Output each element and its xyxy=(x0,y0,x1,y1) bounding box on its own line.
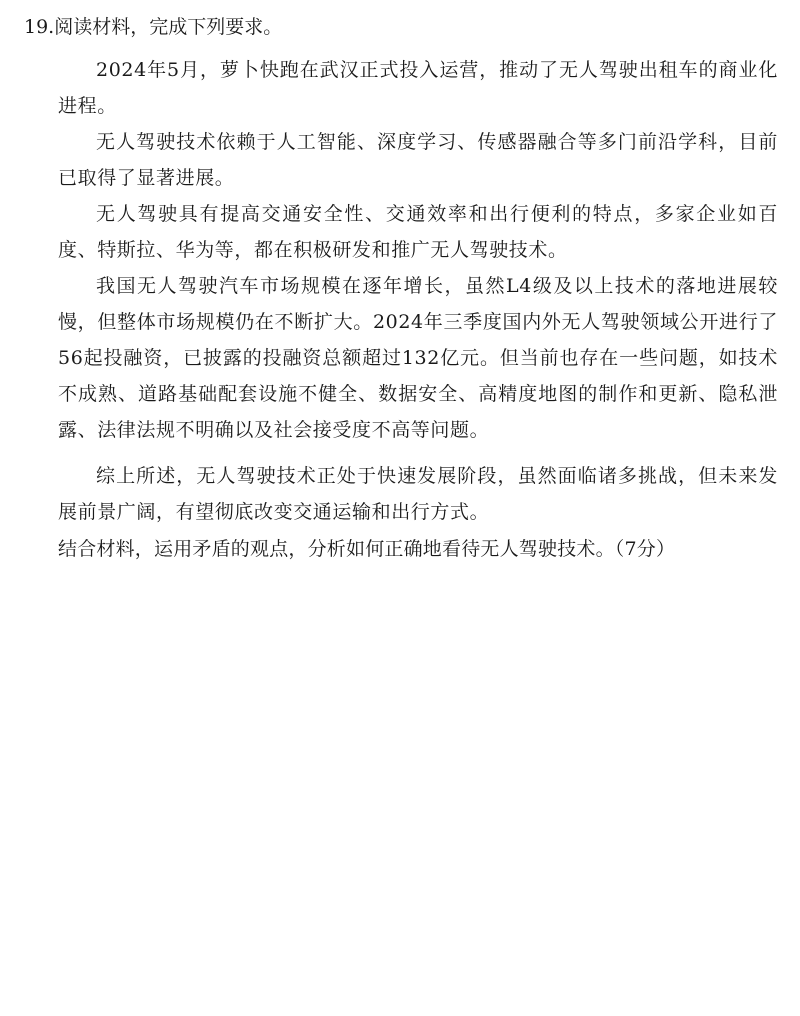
material-paragraph-2: 无人驾驶技术依赖于人工智能、深度学习、传感器融合等多门前沿学科，目前已取得了显著进展。 xyxy=(58,131,778,189)
material-paragraph-5: 综上所述，无人驾驶技术正处于快速发展阶段，虽然面临诸多挑战，但未来发展前景广阔，有望彻底改变交通运输和出行方式。 xyxy=(58,465,778,523)
question-task: 结合材料，运用矛盾的观点，分析如何正确地看待无人驾驶技术。（7分） xyxy=(58,538,676,560)
material-paragraph-3: 无人驾驶具有提高交通安全性、交通效率和出行便利的特点，多家企业如百度、特斯拉、华为等，都在积极研发和推广无人驾驶技术。 xyxy=(58,203,778,261)
question-title: 19.阅读材料，完成下列要求。 xyxy=(24,16,283,38)
material-paragraph-1: 2024年5月，萝卜快跑在武汉正式投入运营，推动了无人驾驶出租车的商业化进程。 xyxy=(58,59,778,117)
material-paragraph-4: 我国无人驾驶汽车市场规模在逐年增长，虽然L4级及以上技术的落地进展较慢，但整体市场规模仍在不断扩大。2024年三季度国内外无人驾驶领域公开进行了56起投融资，已披露的投融资总额超过132亿元。但当前也存在一些问题，如技术不成熟、道路基础配套设施不健全、数据安全、高精度地图的制作和更新、隐私泄露、法律法规不明确以及社会接受度不高等问题。 xyxy=(58,275,778,441)
